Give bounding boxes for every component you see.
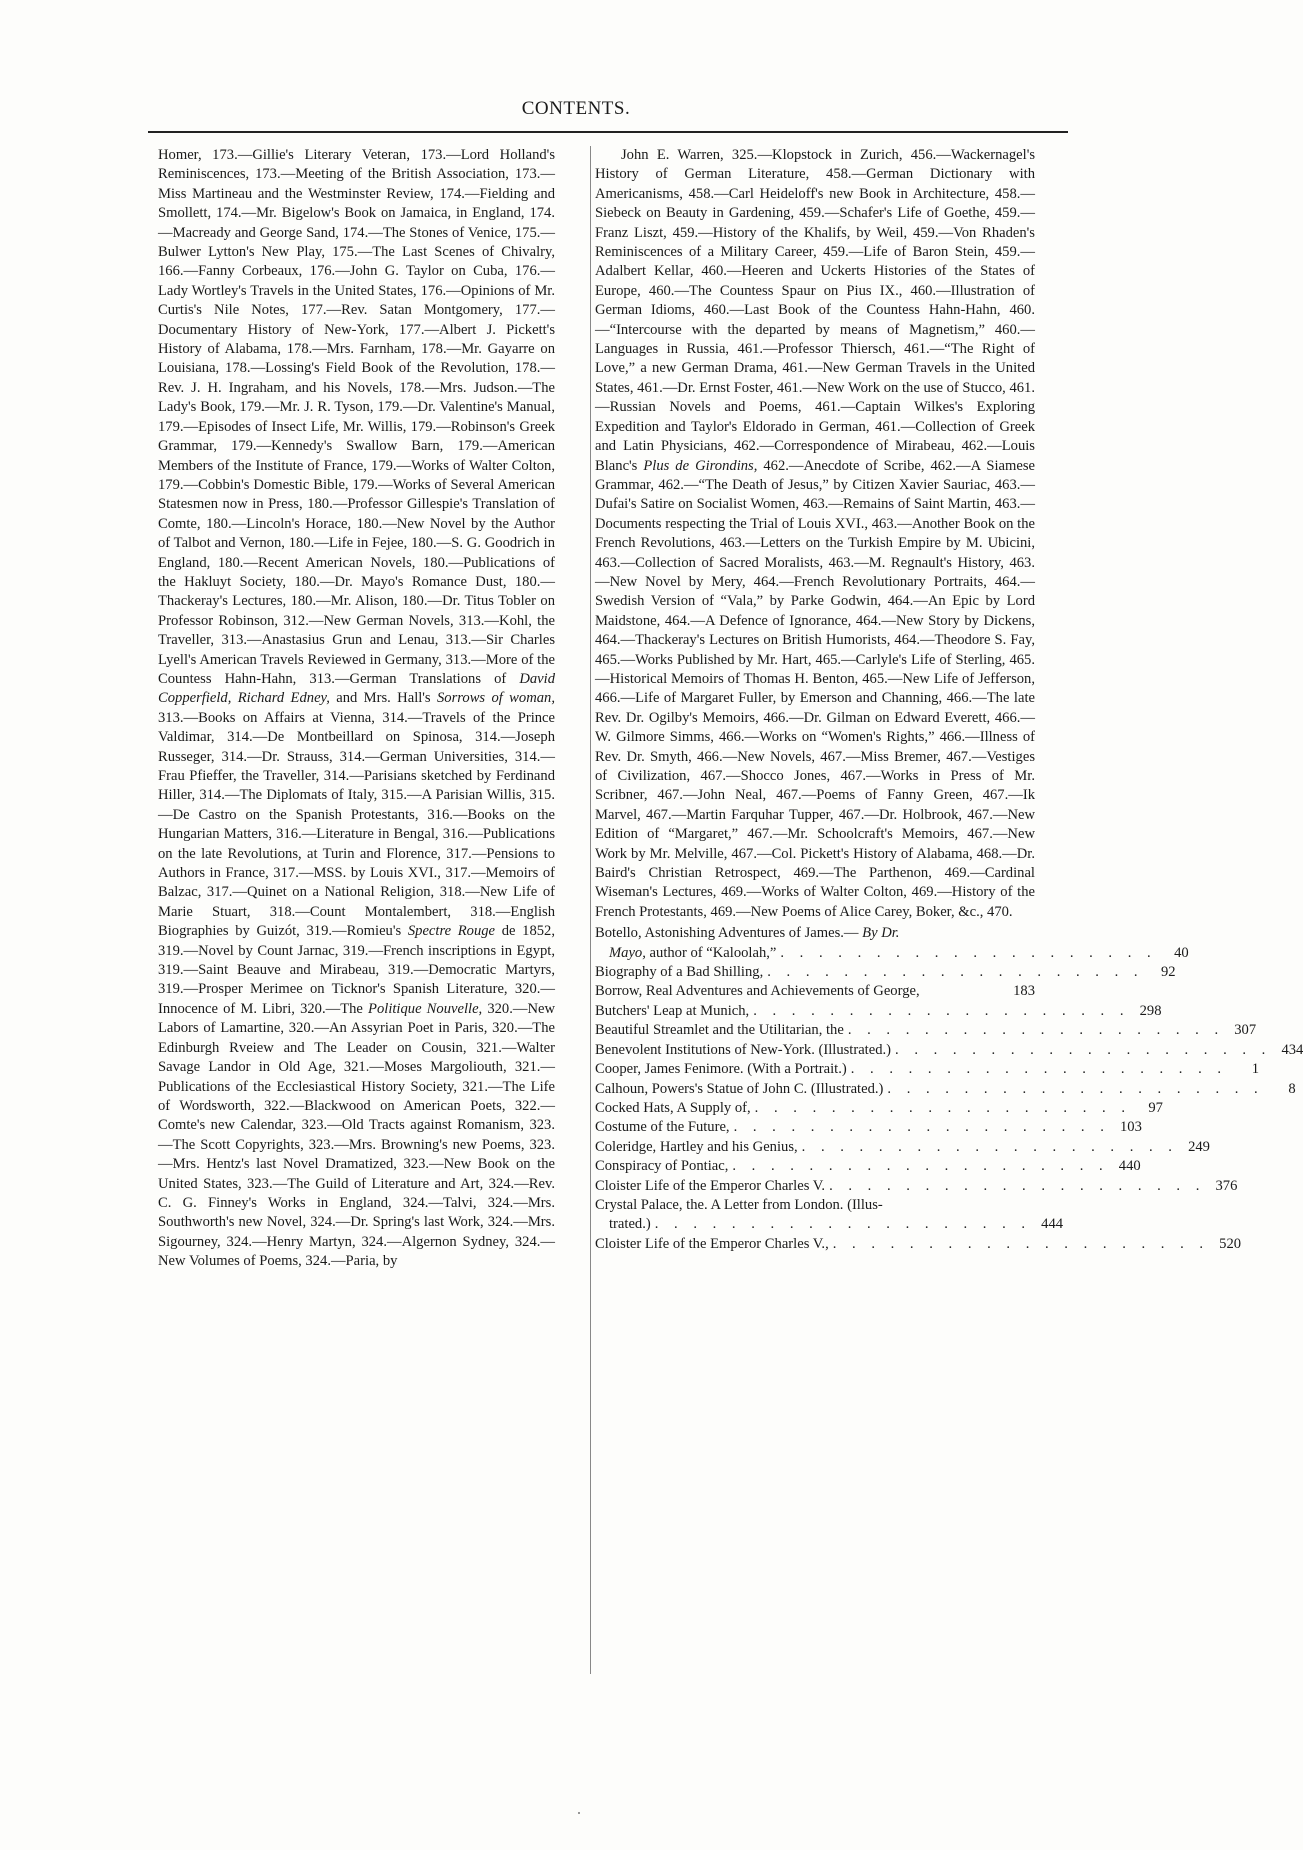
entry-page-number: 520 xyxy=(1219,1235,1242,1252)
entry-page-number: 183 xyxy=(1013,983,1035,1000)
entry-title: Botello, Astonishing Adventures of James.— By Dr. xyxy=(595,925,900,942)
leader-dots: . . . . . . . . . . . . . . . . . . . . xyxy=(767,964,1144,981)
entry-page-number: 440 xyxy=(1118,1158,1141,1175)
entry-page-number: 434 xyxy=(1281,1041,1303,1058)
contents-entry xyxy=(595,924,1035,943)
column-divider xyxy=(590,146,591,1674)
entry-title-italic: By Dr. xyxy=(858,925,900,942)
italic-title: Sorrows of woman, xyxy=(436,690,555,707)
entry-page-number: 298 xyxy=(1139,1002,1162,1019)
entry-page-number: 249 xyxy=(1188,1138,1210,1155)
entry-title: Mayo, author of “Kaloolah,” xyxy=(609,944,777,961)
contents-entry xyxy=(595,1215,1064,1234)
entry-title-italic: Mayo, xyxy=(609,944,646,961)
leader-dots: . . . . . . . . . . . . . . . . . . . . xyxy=(732,1158,1109,1175)
leader-dots: . . . . . . . . . . . . . . . . . . . . xyxy=(832,1235,1210,1252)
entry-page-number: 307 xyxy=(1234,1022,1257,1039)
entry-title: Borrow, Real Adventures and Achievements of George, xyxy=(595,983,920,1000)
entry-title: trated.) xyxy=(609,1216,651,1233)
contents-entry xyxy=(595,1002,1162,1021)
leader-dots: . . . . . . . . . . . . . . . . . . . . xyxy=(887,1080,1264,1097)
contents-entry xyxy=(595,963,1176,982)
entry-title: Butchers' Leap at Munich, xyxy=(595,1002,750,1019)
italic-title: Spectre Rouge xyxy=(407,923,496,940)
leader-dots: . . . . . . . . . . . . . . . . . . . . xyxy=(654,1216,1032,1233)
left-column-paragraph: Homer, 173.—Gillie's Literary Veteran, 173.—Lord Holland's Reminiscences, 173.—Meeting of the British Association, 173.—Miss Martineau and the Westminster Review, 174.—Fielding and Smollett, 174.—Mr. Bigelow's Book on Jamaica, in England, 174.—Macready and George Sand, 174.—The Stones of Venice, 175.—Bulwer Lytton's New Play, 175.—The Last Scenes of Chivalry, 166.—Fanny Corbeaux, 176.—John G. Taylor on Cuba, 176.—Lady Wortley's Travels in the United States, 176.—Opinions of Mr. Curtis's Nile Notes, 177.—Rev. Satan Montgomery, 177.—Documentary History of New-York, 177.—Albert J. Pickett's History of Alabama, 178.—Mrs. Farnham, 178.—Mr. Gayarre on Louisiana, 178.—Lossing's Field Book of the Revolution, 178.—Rev. J. H. Ingraham, and his Novels, 178.—Mrs. Judson.—The Lady's Book, 179.—Mr. J. R. Tyson, 179.—Dr. Valentine's Manual, 179.—Episodes of Insect Life, Mr. Willis, 179.—Robinson's Greek Grammar, 179.—Kennedy's Swallow Barn, 179.—American Members of the Institute of France, 179.—Works of Walter Colton, 179.—Cobbin's Domestic Bible, 179.—Works of Several American Statesmen now in Press, 180.—Professor Gillespie's Translation of Comte, 180.—Lincoln's Horace, 180.—New Novel by the Author of Talbot and Vernon, 180.—Life in Fejee, 180.—S. G. Goodrich in England, 180.—Recent American Novels, 180.—Publications of the Hakluyt Society, 180.—Dr. Mayo's Romance Dust, 180.—Thackeray's Lectures, 180.—Mr. Alison, 180.—Dr. Titus Tobler on Professor Robinson, 312.—New German Novels, 313.—Kohl, the Traveller, 313.—Anastasius Grun and Lenau, 313.—Sir Charles Lyell's American Travels Reviewed in Germany, 313.—More of the Countess Hahn-Hahn, 313.—German Translations of David Copperfield, Richard Edney, and Mrs. Hall's Sorrows of woman, 313.—Books on Affairs at Vienna, 314.—Travels of the Prince Valdimar, 314.—De Montbeillard on Spinosa, 314.—Joseph Russeger, 314.—Dr. Strauss, 314.—German Universities, 314.—Frau Pfieffer, the Traveller, 314.—Parisians sketched by Ferdinand Hiller, 314.—The Diplomats of Italy, 315.—A Parisian Willis, 315.—De Castro on the Spanish Protestants, 316.—Books on the Hungarian Matters, 316.—Literature in Bengal, 316.—Publications on the late Revolutions, at Turin and Florence, 317.—Pensions to Authors in France, 317.—MSS. by Louis XVI., 317.—Memoirs of Balzac, 317.—Quinet on a National Religion, 318.—New Life of Marie Stuart, 318.—Count Montalembert, 318.—English Biographies by Guizót, 319.—Romieu's Spectre Rouge de 1852, 319.—Novel by Count Jarnac, 319.—French inscriptions in Egypt, 319.—Saint Beauve and Mirabeau, 319.—Democratic Martyrs, 319.—Prosper Merimee on Ticknor's Spanish Literature, 320.—Innocence of M. Libri, 320.—The Politique Nouvelle, 320.—New Labors of Lamartine, 320.—An Assyrian Poet in Paris, 320.—The Edinburgh Rveiew and The Leader on Cousin, 321.—Walter Savage Landor in Old Age, 321.—Moses Margoliouth, 321.—Publications of the Ecclesiastical History Society, 321.—The Life of Wordsworth, 322.—Blackwood on American Poets, 322.—Comte's new Calendar, 323.—Old Tracts against Romanism, 323.—The Scott Copyrights, 323.—Mrs. Browning's new Poems, 323.—Mrs. Hentz's last Novel Dramatized, 323.—New Book on the United States, 323.—The Guild of Literature and Art, 324.—Rev. C. G. Finney's Works in England, 324.—Talvi, 324.—Mrs. Southworth's new Novel, 324.—Dr. Spring's last Work, 324.—Mrs. Sigourney, 324.—Henry Martyn, 324.—Algernon Sydney, 324.—New Volumes of Poems, 324.—Paria, by xyxy=(158,147,556,1270)
contents-entry xyxy=(595,1177,1238,1196)
contents-entry xyxy=(595,1021,1257,1040)
contents-entry xyxy=(595,1138,1210,1157)
right-column-paragraph: John E. Warren, 325.—Klopstock in Zurich, 456.—Wackernagel's History of German Literature, 458.—German Dictionary with Americanisms, 458.—Carl Heideloff's new Book in Architecture, 458.—Siebeck on Beauty in Gardening, 459.—Schafer's Life of Goethe, 459.—Franz Liszt, 459.—History of the Khalifs, by Weil, 459.—Von Rhaden's Reminiscences of a Military Career, 459.—Life of Baron Stein, 459.—Adalbert Kellar, 460.—Heeren and Uckerts Histories of the States of Europe, 460.—The Countess Spaur on Pius IX., 460.—Illustration of German Idioms, 460.—Last Book of the Countess Hahn-Hahn, 460.—“Intercourse with the departed by means of Magnetism,” 460.—Languages in Russia, 461.—Professor Thiersch, 461.—“The Right of Love,” a new German Drama, 461.—New German Travels in the United States, 461.—Dr. Ernst Foster, 461.—New Work on the use of Stucco, 461.—Russian Novels and Poems, 461.—Captain Wilkes's Exploring Expedition and Taylor's Eldorado in German, 461.—Collection of Greek and Latin Physicians, 462.—Correspondence of Mirabeau, 462.—Louis Blanc's Plus de Girondins, 462.—Anecdote of Scribe, 462.—A Siamese Grammar, 462.—“The Death of Jesus,” by Citizen Xavier Sauriac, 463.—Dufai's Satire on Socialist Women, 463.—Remains of Saint Martin, 463.—Documents respecting the Trial of Louis XVI., 463.—Another Book on the French Revolutions, 463.—Letters on the Turkish Empire by M. Ubicini, 463.—Collection of Sacred Moralists, 463.—M. Regnault's History, 463.—New Novel by Mery, 464.—French Revolutionary Portraits, 464.—Swedish Version of “Vala,” by Parke Godwin, 464.—An Epic by Lord Maidstone, 464.—A Defence of Ignorance, 464.—New Story by Dickens, 464.—Thackeray's Lectures on British Humorists, 464.—Theodore S. Fay, 465.—Works Published by Mr. Hart, 465.—Carlyle's Life of Sterling, 465.—Historical Memoirs of Thomas H. Benton, 465.—New Life of Jefferson, 466.—Life of Margaret Fuller, by Emerson and Channing, 466.—The late Rev. Dr. Ogilby's Memoirs, 466.—Dr. Gilman on Edward Everett, 466.—W. Gilmore Simms, 466.—Works on “Women's Rights,” 466.—Illness of Rev. Dr. Smyth, 466.—New Novels, 467.—Miss Bremer, 467.—Vestiges of Civilization, 467.—Shocco Jones, 467.—Works in Press of Mr. Scribner, 467.—John Neal, 467.—Poems of Fanny Green, 467.—Ik Marvel, 467.—Martin Farquhar Tupper, 467.—Dr. Holbrook, 467.—New Edition of “Margaret,” 467.—Mr. Schoolcraft's Memoirs, 467.—New Work by Mr. Melville, 467.—Col. Pickett's History of Alabama, 468.—Dr. Baird's Christian Retrospect, 469.—The Parthenon, 469.—Cardinal Wiseman's Lectures, 469.—Works of Walter Colton, 469.—History of the French Protestants, 469.—New Poems of Alice Carey, Boker, &c., 470. xyxy=(595,147,1035,920)
leader-dots: . . . . . . . . . . . . . . . . . . . . xyxy=(850,1061,1228,1078)
leader-dots: . . . . . . . . . . . . . . . . . . . . xyxy=(733,1119,1110,1136)
entry-title: Cooper, James Fenimore. (With a Portrait.) xyxy=(595,1061,847,1078)
entry-page-number: 1 xyxy=(1251,1061,1260,1078)
contents-entries xyxy=(595,924,1303,1254)
entry-page-number: 376 xyxy=(1215,1177,1238,1194)
header-rule xyxy=(148,131,1068,133)
entry-page-number: 92 xyxy=(1160,964,1176,981)
contents-entry xyxy=(595,1099,1163,1118)
page-title: CONTENTS. xyxy=(521,98,631,119)
entry-title: Cloister Life of the Emperor Charles V., xyxy=(595,1235,829,1252)
left-column xyxy=(158,146,555,1272)
leader-dots: . . . . . . . . . . . . . . . . . . . . xyxy=(847,1022,1225,1039)
contents-entry xyxy=(595,1235,1242,1254)
entry-title: Coleridge, Hartley and his Genius, xyxy=(595,1138,798,1155)
leader-dots: . . . . . . . . . . . . . . . . . . . . xyxy=(753,1002,1130,1019)
leader-dots: . . . . . . . . . . . . . . . . . . . . xyxy=(829,1177,1206,1194)
contents-entry xyxy=(595,1041,1303,1060)
entry-title: Biography of a Bad Shilling, xyxy=(595,964,764,981)
entry-page-number: 40 xyxy=(1174,944,1189,961)
entry-title: Beautiful Streamlet and the Utilitarian, the xyxy=(595,1022,844,1039)
entry-page-number: 444 xyxy=(1041,1216,1064,1233)
page-mark xyxy=(578,1812,580,1814)
contents-entry xyxy=(595,1196,1035,1215)
right-column xyxy=(595,146,1303,1254)
entry-title: Cloister Life of the Emperor Charles V. xyxy=(595,1177,826,1194)
leader-dots: . . . . . . . . . . . . . . . . . . . . xyxy=(780,944,1157,961)
leader-dots: . . . . . . . . . . . . . . . . . . . . xyxy=(754,1099,1131,1116)
contents-entry xyxy=(595,1060,1260,1079)
leader-dots: . . . . . . . . . . . . . . . . . . . . xyxy=(895,1041,1272,1058)
entry-title: Conspiracy of Pontiac, xyxy=(595,1158,729,1175)
entry-page-number: 8 xyxy=(1288,1080,1296,1097)
entry-title: Benevolent Institutions of New-York. (Illustrated.) xyxy=(595,1041,892,1058)
contents-entry xyxy=(595,982,1035,1001)
entry-page-number: 97 xyxy=(1148,1099,1163,1116)
italic-title: David Copperfield, Richard Edney, xyxy=(158,670,555,707)
contents-entry xyxy=(595,944,1189,963)
italic-title: Politique Nouvelle, xyxy=(368,1000,483,1017)
leader-dots: . . . . . . . . . . . . . . . . . . . . xyxy=(801,1138,1178,1155)
entry-title: Calhoun, Powers's Statue of John C. (Illustrated.) xyxy=(595,1080,884,1097)
contents-entry xyxy=(595,1157,1141,1176)
entry-title: Cocked Hats, A Supply of, xyxy=(595,1099,751,1116)
entry-page-number: 103 xyxy=(1119,1119,1142,1136)
italic-title: Plus de Girondins, xyxy=(643,457,758,474)
entry-title: Costume of the Future, xyxy=(595,1119,730,1136)
contents-entry xyxy=(595,1080,1296,1099)
contents-entry xyxy=(595,1118,1142,1137)
entry-title: Crystal Palace, the. A Letter from London. (Illus- xyxy=(595,1196,883,1213)
